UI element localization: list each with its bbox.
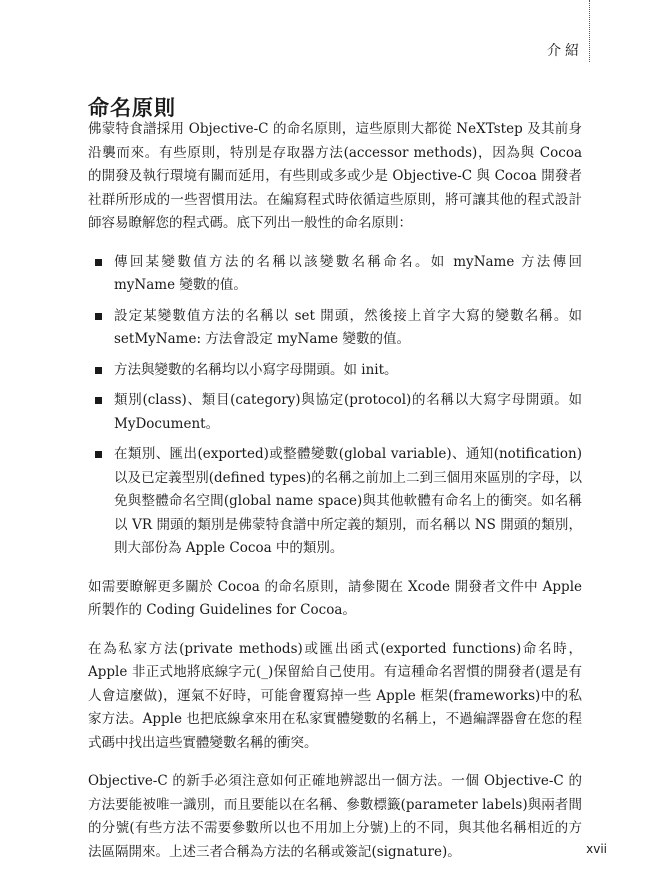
list-item-text: 傳回某變數值方法的名稱以該變數名稱命名。如 myName 方法傳回 myName 變數的值。 [114,253,582,293]
list-item [88,251,582,298]
intro-paragraph: 佛蒙特食譜採用 Objective-C 的命名原則，這些原則大都從 NeXTstep 及其前身沿襲而來。有些原則，特別是存取器方法(accessor methods)，因為與 Cocoa 的開發及執行環境有關而延用，有些則或多或少是 Objective-C 與 Cocoa 開發者社群所形成的一些習慣用法。在編寫程式時依循這些原則，將可讓其他的程式設計師容易瞭解您的程式碼。底下列出一般性的命名原則： [88,121,582,231]
list-item [88,359,582,383]
list-item-text: 在類別、匯出(exported)或整體變數(global variable)、通知(notification)以及已定義型別(defined types)的名稱之前加上二到三個用來區別的字母，以免與整體命名空間(global name space)與其他軟體有命名上的衝突。如名稱以 VR 開頭的類別是佛蒙特食譜中所定義的類別，而名稱以 NS 開頭的類別，則大部份為 Apple Cocoa 中的類別。 [114,446,582,556]
header-divider [589,0,590,62]
running-header: 介紹 [547,43,583,59]
body-text [88,118,582,879]
underscore-paragraph: 在為私家方法(private methods)或匯出函式(exported functions)命名時，Apple 非正式地將底線字元(_)保留給自己使用。有這種命名習慣的開發者(還是有人會這麼做)，運氣不好時，可能會覆寫掉一些 Apple 框架(frameworks)中的私家方法。Apple 也把底線拿來用在私家實體變數的名稱上，不過編譯器會在您的程式碼中找出這些實體變數名稱的衝突。 [88,640,582,751]
list-item-text: 設定某變數值方法的名稱以 set 開頭，然後接上首字大寫的變數名稱。如 setMyName: 方法會設定 myName 變數的值。 [114,307,582,347]
naming-rules-list [88,251,582,561]
square-bullet-icon [95,451,102,458]
list-item-text: 方法與變數的名稱均以小寫字母開頭。如 init。 [114,361,398,378]
list-item [88,389,582,436]
list-item-text: 類別(class)、類目(category)與協定(protocol)的名稱以大寫字母開頭。如 MyDocument。 [114,392,582,432]
square-bullet-icon [95,259,102,266]
square-bullet-icon [95,367,102,374]
list-item [88,443,582,561]
method-signature-paragraph: Objective-C 的新手必須注意如何正確地辨認出一個方法。一個 Objective-C 的方法要能被唯一識別，而且要能以在名稱、參數標籤(parameter labels)與兩者間的分號(有些方法不需要參數所以也不用加上分號)上的不同，與其他名稱相近的方法區隔開來。上述三者合稱為方法的名稱或簽記(signature)。 [88,773,582,860]
square-bullet-icon [95,313,102,320]
list-item [88,305,582,352]
cocoa-guidelines-paragraph: 如需要瞭解更多關於 Cocoa 的命名原則，請參閱在 Xcode 開發者文件中 Apple 所製作的 Coding Guidelines for Cocoa。 [88,578,582,618]
section-title: 命名原則 [88,96,176,120]
page-number: xvii [586,842,607,856]
square-bullet-icon [95,397,102,404]
